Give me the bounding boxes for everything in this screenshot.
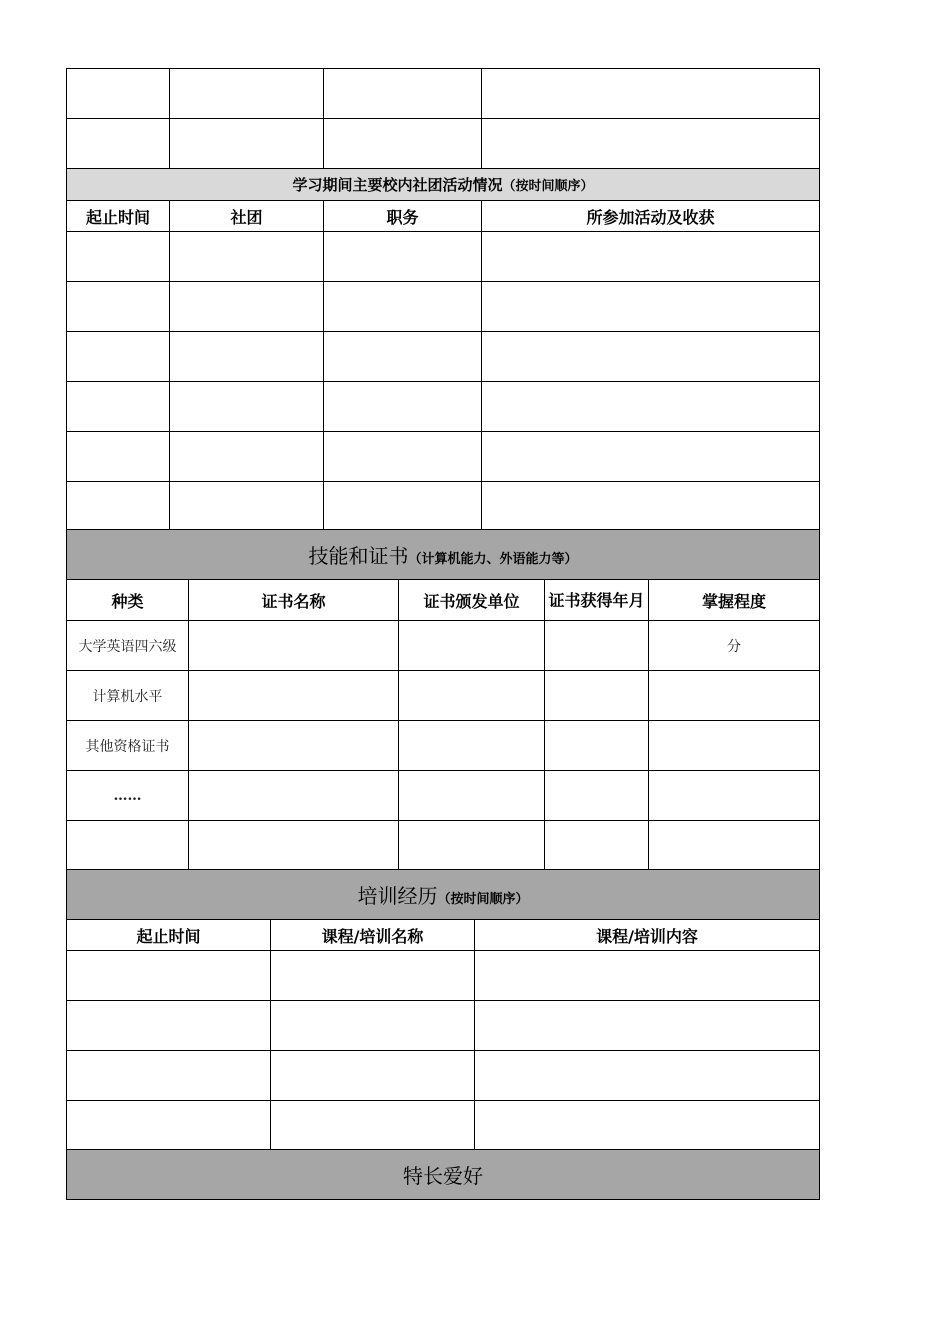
table-cell[interactable] [170, 69, 324, 119]
header-cell: 起止时间 [67, 920, 271, 951]
clubs-title [67, 169, 820, 201]
clubs-title-note: （按时间顺序） [502, 179, 594, 194]
table-cell[interactable] [67, 1101, 271, 1150]
header-cell: 证书颁发单位 [399, 580, 545, 621]
table-cell[interactable] [475, 1101, 820, 1150]
table-cell[interactable] [482, 232, 820, 282]
table-cell[interactable] [649, 821, 820, 870]
table-cell[interactable] [649, 671, 820, 721]
table-cell[interactable] [399, 671, 545, 721]
table-row [67, 671, 820, 721]
table-row [67, 1051, 820, 1101]
header-cell: 课程/培训名称 [271, 920, 475, 951]
table-cell[interactable] [271, 951, 475, 1001]
header-cell: 职务 [324, 201, 482, 232]
table-cell[interactable] [170, 332, 324, 382]
table-cell[interactable] [67, 332, 170, 382]
table-cell[interactable] [324, 119, 482, 169]
table-cell[interactable] [189, 821, 399, 870]
table-cell[interactable] [271, 1101, 475, 1150]
table-cell[interactable] [67, 382, 170, 432]
header-cell: 社团 [170, 201, 324, 232]
table-cell[interactable] [67, 951, 271, 1001]
table-cell[interactable] [649, 721, 820, 771]
table-cell[interactable] [324, 382, 482, 432]
table-cell[interactable] [482, 432, 820, 482]
skills-table [66, 529, 820, 870]
hobbies-title: 特长爱好 [67, 1150, 820, 1200]
proficiency-cell[interactable]: 分 [649, 621, 820, 671]
header-cell: 证书名称 [189, 580, 399, 621]
table-row [67, 771, 820, 821]
table-row [67, 382, 820, 432]
table-cell[interactable] [649, 771, 820, 821]
hobbies-section-header [67, 1150, 820, 1200]
skills-section-header [67, 530, 820, 580]
table-cell[interactable] [482, 69, 820, 119]
table-row [67, 282, 820, 332]
table-row [67, 119, 820, 169]
table-row [67, 1001, 820, 1051]
table-cell[interactable] [545, 671, 649, 721]
table-cell[interactable] [189, 771, 399, 821]
skill-type-cell[interactable] [67, 821, 189, 870]
skills-title-note: （计算机能力、外语能力等） [408, 552, 578, 567]
table-row [67, 821, 820, 870]
table-cell[interactable] [170, 432, 324, 482]
skills-title-text: 技能和证书 [308, 544, 409, 568]
skill-type-cell: 大学英语四六级 [67, 621, 189, 671]
table-cell[interactable] [324, 69, 482, 119]
training-table [66, 869, 820, 1200]
table-cell[interactable] [170, 382, 324, 432]
table-cell[interactable] [475, 951, 820, 1001]
table-row [67, 482, 820, 531]
table-row [67, 432, 820, 482]
table-row [67, 621, 820, 671]
table-cell[interactable] [67, 232, 170, 282]
table-cell[interactable] [399, 771, 545, 821]
skills-title [67, 530, 820, 580]
header-cell: 掌握程度 [649, 580, 820, 621]
table-cell[interactable] [67, 432, 170, 482]
header-cell: 所参加活动及收获 [482, 201, 820, 232]
table-cell[interactable] [189, 721, 399, 771]
table-row [67, 232, 820, 282]
table-row [67, 69, 820, 119]
header-cell: 种类 [67, 580, 189, 621]
table-cell[interactable] [189, 621, 399, 671]
table-cell[interactable] [271, 1001, 475, 1051]
table-cell[interactable] [475, 1001, 820, 1051]
table-cell[interactable] [170, 232, 324, 282]
table-cell[interactable] [67, 482, 170, 531]
clubs-title-text: 学习期间主要校内社团活动情况 [292, 176, 503, 194]
table-cell[interactable] [545, 721, 649, 771]
table-row [67, 1101, 820, 1150]
table-cell[interactable] [67, 1001, 271, 1051]
header-cell: 证书获得年月 [545, 580, 649, 621]
training-title [67, 870, 820, 920]
table-cell[interactable] [482, 282, 820, 332]
table-row [67, 332, 820, 382]
table-row [67, 721, 820, 771]
header-cell: 课程/培训内容 [475, 920, 820, 951]
table-cell[interactable] [324, 232, 482, 282]
table-cell[interactable] [399, 721, 545, 771]
skills-header-row [67, 580, 820, 621]
table-cell[interactable] [67, 1051, 271, 1101]
header-cell: 起止时间 [67, 201, 170, 232]
table-cell[interactable] [324, 432, 482, 482]
table-cell[interactable] [67, 69, 170, 119]
table-cell[interactable] [399, 821, 545, 870]
table-cell[interactable] [545, 621, 649, 671]
table-cell[interactable] [482, 119, 820, 169]
table-cell[interactable] [475, 1051, 820, 1101]
clubs-table [66, 68, 820, 531]
table-cell[interactable] [482, 332, 820, 382]
clubs-section-header [67, 169, 820, 201]
table-cell[interactable] [67, 282, 170, 332]
table-cell[interactable] [324, 482, 482, 531]
training-title-note: （按时间顺序） [437, 892, 529, 907]
skill-type-cell: 其他资格证书 [67, 721, 189, 771]
table-cell[interactable] [324, 282, 482, 332]
table-cell[interactable] [170, 119, 324, 169]
table-cell[interactable] [189, 671, 399, 721]
table-row [67, 951, 820, 1001]
skill-type-cell: …… [67, 771, 189, 821]
training-section-header [67, 870, 820, 920]
table-cell[interactable] [545, 771, 649, 821]
table-cell[interactable] [482, 382, 820, 432]
table-cell[interactable] [482, 482, 820, 531]
table-cell[interactable] [170, 282, 324, 332]
table-cell[interactable] [67, 119, 170, 169]
table-cell[interactable] [399, 621, 545, 671]
training-title-text: 培训经历 [357, 884, 438, 908]
table-cell[interactable] [170, 482, 324, 531]
clubs-header-row [67, 201, 820, 232]
table-cell[interactable] [271, 1051, 475, 1101]
skill-type-cell: 计算机水平 [67, 671, 189, 721]
table-cell[interactable] [545, 821, 649, 870]
training-header-row [67, 920, 820, 951]
table-cell[interactable] [324, 332, 482, 382]
